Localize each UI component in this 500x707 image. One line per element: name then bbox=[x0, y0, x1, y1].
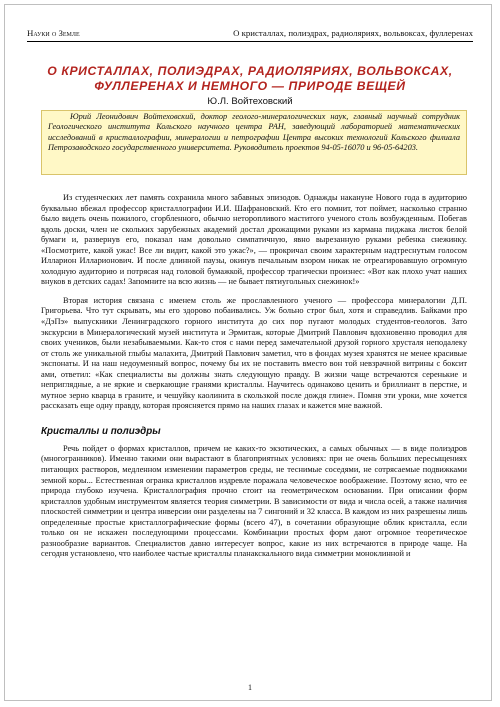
running-title: О кристаллах, полиэдрах, радиоляриях, вольвоксах, фуллеренах bbox=[233, 28, 473, 38]
body-paragraph: Из студенческих лет память сохранила много забавных эпизодов. Однажды накануне Нового года в аудиторию буквально вбежал профессор кристаллографии И.И. Шафрановский. Кто его помнит, тот поймет, насколько странно было видеть очень пожилого, сгорбленного, обычно неторопливого маститого ученого столь возбужденным. Побегав вдоль доски, член не скольких зарубежных академий достал дрожащими руками из кармана пиджака листок белой бумаги и, развернув его, показал нам довольно симпатичную, явно вырезанную руками ребенка снежинку. «Посмотрите, какой ужас! Все ли видит, какой это ужас?», — прокричал своим характерным надтреснутым голосом Илларион Илларионович. И после длинной паузы, окинув печальным взором никак не отреагировавшую огромную холодную аудиторию и потрясая над головой бумажкой, профессор трагически произнес: «Вот как плохо учат наших внуков в детских садах! Запомните на всю жизнь — не бывает пятиугольных снежинок!» bbox=[41, 193, 467, 287]
body-paragraph: Вторая история связана с именем столь же прославленного ученого — профессора минералогии Д.П. Григорьева. Что тут скрывать, мы его здорово побаивались. Уж больно строг был, хотя и справедлив. Байками про «ДэПэ» выпускники Ленинградского горного института до сих пор пугают молодых студентов-геологов. Зато экскурсии в Минералогический музей института и Эрмитаж, которые Дмитрий Павлович вдохновенно проводил для своих учеников, были незабываемыми. Как-то стоя с нами перед замечательной друзой горного хрусталя неподалеку от столь же уникальной глыбы малахита, Дмитрий Павлович заметил, что в фондах музея хранятся не менее красивые экспонаты. И на наш недоуменный вопрос, почему бы их не поставить вместо вон той невзрачной витрины с боксит ами, ответил: «Как специалисты вы должны знать следующую правду. В жизни чаще встречаются серенькие и неприглядные, а не яркие и сверкающие гранями кристаллы. Научитесь одинаково ценить и бриллиант в перстне, и мутное зерно кварца в граните, и чешуйку каолинита в скользкой после дождя глине». Помня эти уроки, мне хочется рассказать еще одну правду, которая проясняется прямо на наших глазах и кажется мне важной. bbox=[41, 295, 467, 411]
journal-name: Науки о Земле bbox=[27, 28, 80, 38]
article-author: Ю.Л. Войтеховский bbox=[207, 96, 293, 107]
section-heading: Кристаллы и полиэдры bbox=[41, 425, 161, 437]
header-divider bbox=[27, 41, 473, 42]
running-header bbox=[27, 28, 473, 39]
author-info-box: Юрий Леонидович Войтеховский, доктор геолого-минералогических наук, главный научный сотрудник Геологического института Кольского научного центра РАН, заведующий лабораторией математических исследований в кристаллографии, минералогии и петрографии Центра высоких технологий Кольского филиала Петрозаводского государственного университета. Руководитель проектов 94-05-16070 и 96-05-64203. bbox=[41, 110, 467, 175]
article-body bbox=[41, 193, 467, 568]
page-number: 1 bbox=[248, 683, 252, 692]
article-title: О КРИСТАЛЛАХ, ПОЛИЭДРАХ, РАДИОЛЯРИЯХ, ВОЛЬВОКСАХ, ФУЛЛЕРЕНАХ И НЕМНОГО — ПРИРОДЕ ВЕЩЕЙ bbox=[47, 64, 453, 93]
body-paragraph: Речь пойдет о формах кристаллов, причем не каких-то экзотических, а самых обычных — в виде полиэдров (многогранников). Именно такими они вырастают в благоприятных условиях: при не очень больших пересыщениях питающих растворов, медленном изменении параметров среды, не теснимые соседями, не сотрясаемые подвижками земной коры... Естественная огранка кристаллов издревле поражала человеческое воображение. Поэтому ясно, что ее природа глубоко изучена. Кристаллография прочно стоит на геометрическом основании. При описании форм кристаллов удобным инструментом является теория симметрии. В зависимости от вида и числа осей, а также наличия плоскостей симметрии и центра инверсии они разделены на 7 сингоний и 32 класса. В каждом из них разрешены лишь определенные простые кристаллографические формы (всего 47), в сочетании образующие облик кристалла, если только он не искажен последующими процессами. Комбинации простых форм дают огромное теоретическое разнообразие вариантов. Специалистов давно интересует вопрос, какие из них встречаются в природе чаще. На сегодня установлено, что наиболее частые кристаллы планакскального вида симметрии моноклинной и bbox=[41, 443, 467, 559]
